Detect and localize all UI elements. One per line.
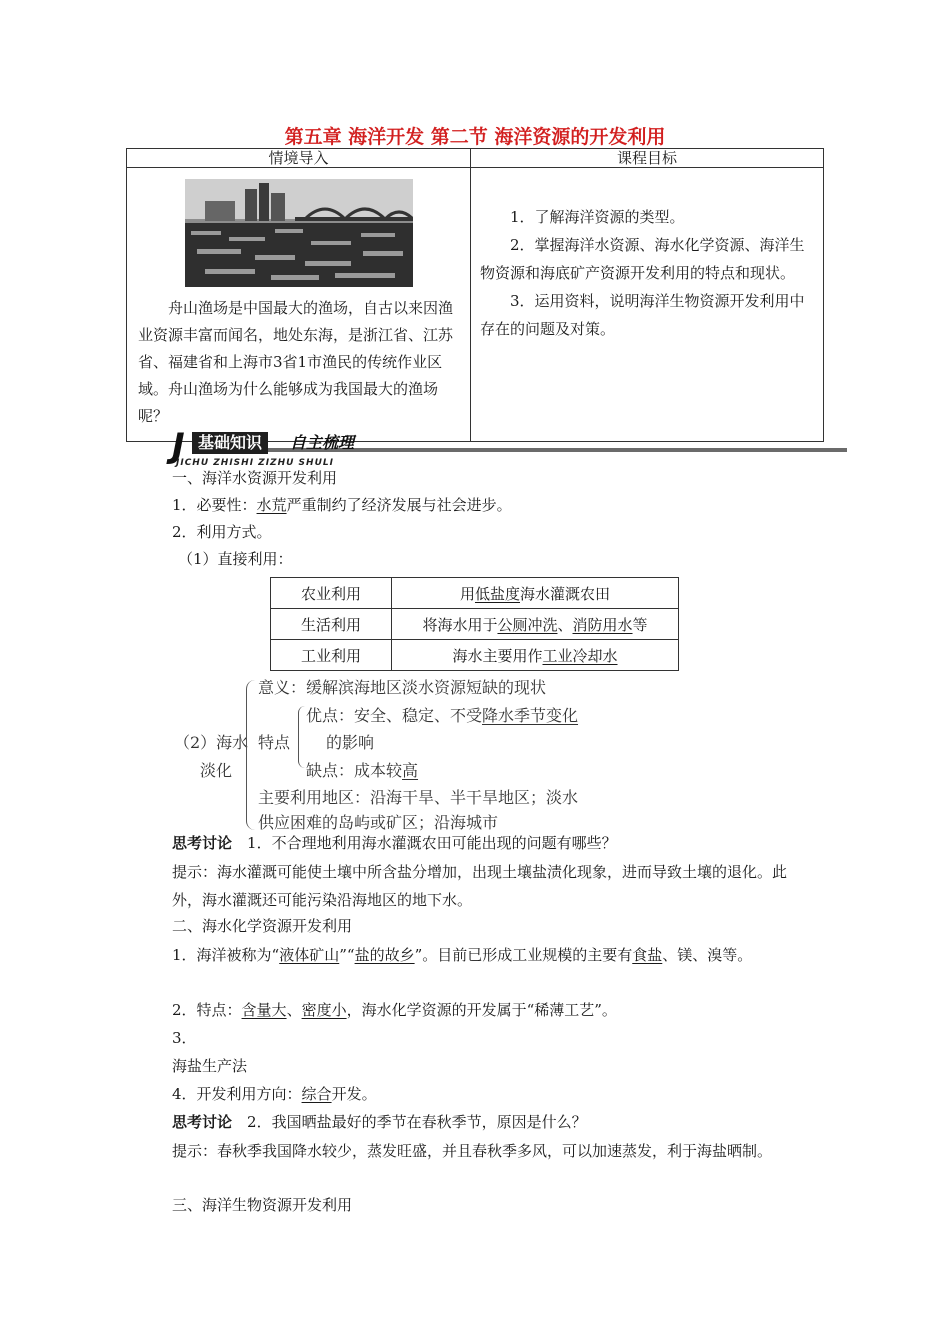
direct-use-heading: （1）直接利用： [178, 550, 293, 568]
usage-heading: 2．利用方式。 [172, 523, 272, 541]
banner-sub: 自主梳理 [290, 433, 355, 452]
goals-header: 课程目标 [471, 149, 824, 168]
section1-heading: 一、海洋水资源开发利用 [172, 469, 338, 487]
intro-table [126, 148, 824, 442]
chem-item-2: 2．特点：含量大、密度小，海水化学资源的开发属于“稀薄工艺”。 [172, 1001, 617, 1019]
banner-letter: J [172, 426, 185, 466]
map-feature: 特点 [258, 733, 291, 752]
map-advantage: 优点：安全、稳定、不受降水季节变化 [306, 706, 579, 725]
table-row: 农业利用 用低盐度海水灌溉农田 [271, 578, 679, 609]
map-meaning: 意义：缓解滨海地区淡水资源短缺的现状 [258, 678, 547, 697]
section3-heading: 三、海洋生物资源开发利用 [172, 1196, 353, 1214]
think-2: 思考讨论 2．我国晒盐最好的季节在春秋季节，原因是什么？ [172, 1113, 587, 1131]
table-row: 生活利用 将海水用于公厕冲洗、消防用水等 [271, 609, 679, 640]
goal-item: 2．掌握海洋水资源、海水化学资源、海洋生物资源和海底矿产资源开发利用的特点和现状。 [480, 236, 805, 282]
chem-item-4: 4．开发利用方向：综合开发。 [172, 1085, 377, 1103]
map-disadvantage: 缺点：成本较高 [306, 761, 419, 780]
intro-text: 舟山渔场是中国最大的渔场，自古以来因渔业资源丰富而闻名，地处东海，是浙江省、江苏省、福建省和上海市3省1市渔民的传统作业区域。舟山渔场为什么能够成为我国最大的渔场呢？ [138, 299, 454, 425]
course-goals [472, 169, 822, 343]
section2-heading: 二、海水化学资源开发利用 [172, 917, 353, 935]
map-root: （2）海水 [174, 733, 249, 752]
direct-use-table [270, 577, 679, 671]
hint-2: 提示：春秋季我国降水较少，蒸发旺盛，并且春秋季多风，可以加速蒸发，利于海盐晒制。 [172, 1142, 773, 1160]
necessity-line: 1．必要性：水荒严重制约了经济发展与社会进步。 [172, 496, 512, 514]
banner-pinyin: JICHU ZHISHI ZIZHU SHULI [176, 458, 334, 468]
outer-brace [246, 680, 255, 830]
page-title: 第五章 海洋开发 第二节 海洋资源的开发利用 [284, 126, 666, 148]
banner-main: 基础知识 [192, 432, 268, 454]
map-root-2: 淡化 [200, 761, 233, 780]
fishing-port-photo [185, 179, 413, 287]
map-advantage-2: 的影响 [326, 733, 375, 752]
goal-item: 3．运用资料，说明海洋生物资源开发利用中存在的问题及对策。 [480, 292, 805, 338]
hint-1: 提示：海水灌溉可能使土壤中所含盐分增加，出现土壤盐渍化现象，进而导致土壤的退化。此外，海水灌溉还可能污染沿海地区的地下水。 [172, 863, 788, 909]
chem-item-1: 1．海洋被称为“液体矿山”“盐的故乡”。目前已形成工业规模的主要有食盐、镁、溴等。 [172, 946, 753, 964]
salt-production: 海盐生产法 [172, 1057, 248, 1075]
goal-item: 1．了解海洋资源的类型。 [510, 208, 685, 226]
table-row: 工业利用 海水主要用作工业冷却水 [271, 640, 679, 671]
intro-header: 情境导入 [127, 149, 471, 168]
inner-brace [298, 706, 305, 768]
map-area: 主要利用地区：沿海干旱、半干旱地区；淡水 [258, 788, 579, 807]
section-banner [172, 428, 847, 468]
think-1: 思考讨论 1．不合理地利用海水灌溉农田可能出现的问题有哪些？ [172, 834, 617, 852]
chem-item-3: 3． [172, 1029, 197, 1047]
map-area-2: 供应困难的岛屿或矿区；沿海城市 [258, 813, 499, 832]
